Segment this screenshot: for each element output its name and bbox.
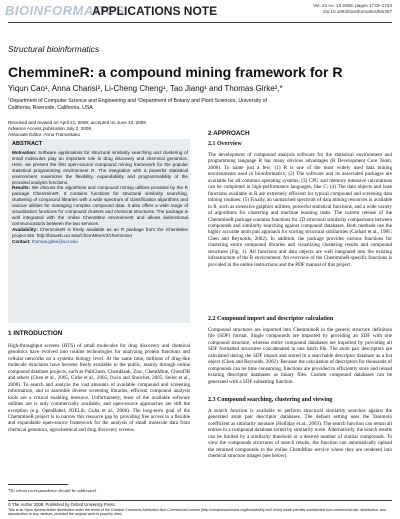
license-text: This is an Open Access article distributed under the terms of the Creative Commons Attribution Non-Commercial License (http://creativecommons.org/licenses/by-nc/2.0/uk/) which permits unrestricted non-commercial use, distribution, and reproduction in any medium, provided the original work is properly cited. <box>8 508 386 517</box>
results-text: We discuss the algorithms and compound mining utilities provided by the R package ChemmineR. It contains functions for structural similarity searching, clustering of compound libraries with a wide spectrum of classification algorithms and various utilities for managing complex compound data. It also offers a wide range of visualization functions for compound clusters and chemical structures. The package is well integrated with the online ChemMine environment and allows bidirectional communications between the two services. <box>12 185 188 226</box>
overview-heading: 2.1 Overview <box>208 141 242 147</box>
volume-pages: Vol. 24 no. 15 2008, pages 1733–1734 <box>313 3 392 8</box>
header-rule <box>8 22 392 23</box>
affiliation: ¹Department of Computer Science and Engineering and ²Department of Botany and Plant Sciences, University of California, Riverside, California, USA <box>8 98 267 111</box>
abstract-body <box>12 150 188 245</box>
availability-label: Availability: <box>12 226 38 232</box>
authors: Yiqun Cao¹, Anna Charisi², Li-Cheng Cheng¹, Tao Jiang¹ and Thomas Girke²,* <box>8 84 283 93</box>
associate-editor: Associate Editor: Anna Tramontano <box>8 132 81 137</box>
footnote: *To whom correspondence should be addressed. <box>8 488 97 493</box>
copyright: © The Author 2008. Published by Oxford University Press. <box>8 502 116 507</box>
searching-heading: 2.3 Compound searching, clustering and viewing <box>208 397 333 403</box>
volume-info <box>313 3 392 15</box>
intro-heading: 1 INTRODUCTION <box>8 330 63 337</box>
section-heading: Structural bioinformatics <box>8 44 100 54</box>
intro-text: High-throughput screens (HTS) of small molecules for drug discovery and chemical genomics have evolved into routine technologies for analyzing protein functions and cellular networks on a systems biology level. At the same time, millions of drug-like molecule structures have become freely available to the public, mainly through online compound database projects, such as PubChem, ChemBank, Zinc, ChemMine, ChemDB and others (Chen et al., 2005; Girke et al., 2005; Irwin and Shoichet, 2005; Seiler et al., 2008). To search and analyze the vast amounts of available compound and screening information, and to assemble diverse screening libraries, efficient compound analysis tools are a critical enabling resource. Unfortunately, most of the available software utilities are is only commercially available, and open-source approaches are still the exception (e.g. OpenBabel, JOELib, Guha et al., 2006). The long-term goal of the ChemmineR project is to narrow this resource gap by providing free access to a flexible and expandable open-source framework for the analysis of small molecule data from chemical genomics, agrochemical and drug discovery screens. <box>8 343 190 433</box>
journal-header <box>0 0 400 32</box>
contact-label: Contact: <box>12 238 31 244</box>
doi[interactable]: doi:10.1093/bioinformatics/btn307 <box>323 9 392 14</box>
footer-rule <box>8 500 392 501</box>
availability-text: ChemmineR is freely available as an R package from the ChemMine project site: http://bioweb.ucr.edu/ChemMineV2/chemminer <box>12 226 189 238</box>
import-heading: 2.2 Compound import and descriptor calculation <box>208 316 334 322</box>
article-title: ChemmineR: a compound mining framework for R <box>8 64 343 80</box>
searching-text: A search function is available to perform structural similarity searches against the generated atom pair descriptor databases. The default setting uses the Tanimoto coefficient as similarity measure (Holliday et al., 2003). The search function can return all entries in a compound database sorted by similarity score. Alternatively, the search results can be limited by a similarity threshold or a desired number of similar compounds. To view the compounds structures of search results, the function can automatically upload the returned compounds to the online ChemMine service where they are rendered into chemical structure images (see below). <box>208 408 392 460</box>
received-date: Received and revised on April 21, 2008; accepted on June 10, 2008 <box>8 120 146 125</box>
overview-text: The development of compound analysis software for the statistical environment and programming language R has many obvious advantages (R Development Core Team, 2008). To name just a few: (1) R is one of the most widely used data mining environments used in bioinformatics; (2) The software and its associated packages are available for all common operating systems; (3) CPU and memory intensive calculations can be completed in high-performance languages, like C; (4) The data objects and base functions available in R are extremely efficient for typical compound and screening data mining routines; (5) Finally, an unmatched spectrum of data mining resources is available in R, such as extensive graphics utilities, powerful statistical functions, and a wide variety of algorithms for clustering and machine learning tasks. The current release of the ChemmineR package contains functions for 2D structural similarity comparisons between compounds and similarity searching against compound databases. Both methods use the highly accurate atom pair approach for scoring structural similarities (Carhart et al., 1985; Chen and Reynolds, 2002). In addition, the package provides various functions for clustering entire compound libraries and visualizing clustering results and compound structures (Fig. 1). All functions and data objects are well integrated into the existing infrastructure of the R environment. An overview of the ChemmineR-specific functions is provided in the online instructions and the PDF manual of this project. <box>208 152 392 268</box>
article-type: APPLICATIONS NOTE <box>92 4 218 18</box>
abstract-heading: ABSTRACT <box>12 141 43 147</box>
motivation-label: Motivation: <box>12 150 37 155</box>
import-text: Compound structures are imported into ChemmineR in the generic structure definition file (SDF) format. Single compounds are imported by providing an SDF with one compound structure, whereas entire compound databases are imported by providing all SDF formatted structures concatenated in one batch file. The atom pair descriptors are calculated during the SDF import and stored in a searchable descriptor database as a list object (Chen and Reynolds, 2002). Because the calculation of descriptors for thousands of compounds can be time consuming, functions are provided to efficiently store and reload existing descriptor databases as binary files. Custom compound databases can be generated with a SDF subsetting function. <box>208 327 392 385</box>
contact-email[interactable]: thomas.girke@ucr.edu <box>31 238 78 244</box>
footnote-rule <box>8 484 68 485</box>
results-label: Results: <box>12 185 31 191</box>
advance-access: Advance Access publication July 2, 2008 <box>8 126 91 131</box>
journal-name: BIOINFORMATICS <box>5 3 125 18</box>
motivation-text: Software applications for structural similarity searching and clustering of small molecules play an important role in drug discovery and chemical genomics. Here, we present the first open-source compound mining framework for the popular statistical programming environment R. The integration with a powerful statistical environment maximizes the flexibility, expandability and programmability of the provided analysis functions. <box>12 150 189 185</box>
approach-heading: 2 APPROACH <box>208 130 250 137</box>
